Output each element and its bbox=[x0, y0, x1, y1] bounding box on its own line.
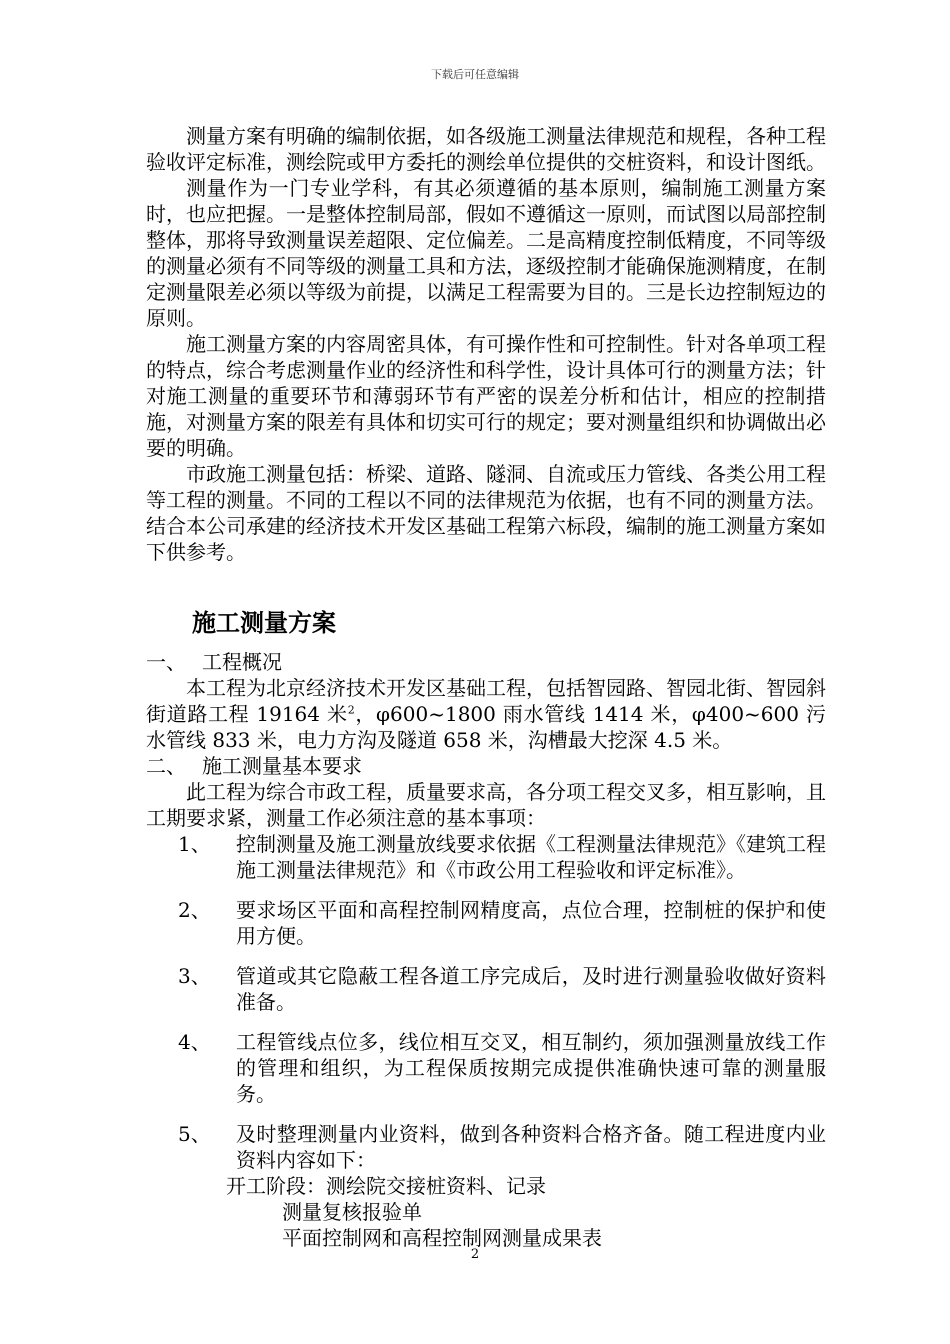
section-1-title: 工程概况 bbox=[202, 650, 282, 674]
list-item-text: 及时整理测量内业资料，做到各种资料合格齐备。随工程进度内业资料内容如下： bbox=[236, 1122, 826, 1172]
page-header: 下载后可任意编辑 bbox=[431, 68, 519, 81]
list-item-number: 5、 bbox=[178, 1122, 211, 1146]
section-2-body: 此工程为综合市政工程，质量要求高，各分项工程交叉多，相互影响，且工期要求紧，测量工作必须注意的基本事项： bbox=[146, 780, 826, 830]
stage-item: 测量复核报验单 bbox=[282, 1200, 422, 1224]
list-item bbox=[146, 963, 826, 1015]
list-item-number: 1、 bbox=[178, 832, 211, 856]
list-item bbox=[146, 897, 826, 949]
intro-paragraph-3: 施工测量方案的内容周密具体，有可操作性和可控制性。针对各单项工程的特点，综合考虑测量作业的经济性和科学性，设计具体可行的测量方法；针对施工测量的重要环节和薄弱环节有严密的误差分析和估计，相应的控制措施，对测量方案的限差有具体和切实可行的规定；要对测量组织和协调做出必要的明确。 bbox=[146, 332, 826, 460]
document-title: 施工测量方案 bbox=[192, 609, 336, 637]
section-2-heading bbox=[146, 753, 826, 779]
list-item-number: 4、 bbox=[178, 1030, 211, 1054]
list-item bbox=[146, 831, 826, 883]
list-item bbox=[146, 1029, 826, 1107]
list-item-text: 管道或其它隐蔽工程各道工序完成后，及时进行测量验收做好资料准备。 bbox=[236, 964, 826, 1014]
intro-paragraph-4: 市政施工测量包括：桥梁、道路、隧洞、自流或压力管线、各类公用工程等工程的测量。不同的工程以不同的法律规范为依据，也有不同的测量方法。结合本公司承建的经济技术开发区基础工程第六标段，编制的施工测量方案如下供参考。 bbox=[146, 462, 826, 564]
list-item-number: 2、 bbox=[178, 898, 211, 922]
section-1-number: 一、 bbox=[146, 650, 186, 674]
superscript-2: 2 bbox=[347, 703, 355, 717]
document-body bbox=[146, 123, 826, 1251]
intro-paragraph-1: 测量方案有明确的编制依据，如各级施工测量法律规范和规程，各种工程验收评定标准，测绘院或甲方委托的测绘单位提供的交桩资料，和设计图纸。 bbox=[146, 124, 826, 174]
stage-item: 平面控制网和高程控制网测量成果表 bbox=[282, 1226, 602, 1250]
list-item-number: 3、 bbox=[178, 964, 211, 988]
list-item-text: 要求场区平面和高程控制网精度高，点位合理，控制桩的保护和使用方便。 bbox=[236, 898, 826, 948]
list-item bbox=[146, 1121, 826, 1173]
page-number: 2 bbox=[470, 1247, 480, 1262]
stage-label: 开工阶段：测绘院交接桩资料、记录 bbox=[226, 1174, 546, 1198]
list-item-text: 控制测量及施工测量放线要求依据《工程测量法律规范》《建筑工程施工测量法律规范》和《市政公用工程验收和评定标准》。 bbox=[236, 832, 826, 882]
section-2-number: 二、 bbox=[146, 754, 186, 778]
list-item-text: 工程管线点位多，线位相互交叉，相互制约，须加强测量放线工作的管理和组织，为工程保质按期完成提供准确快速可靠的测量服务。 bbox=[236, 1030, 826, 1106]
intro-paragraph-2: 测量作为一门专业学科，有其必须遵循的基本原则，编制施工测量方案时，也应把握。一是整体控制局部，假如不遵循这一原则，而试图以局部控制整体，那将导致测量误差超限、定位偏差。二是高精度控制低精度，不同等级的测量必须有不同等级的测量工具和方法，逐级控制才能确保施测精度，在制定测量限差必须以等级为前提，以满足工程需要为目的。三是长边控制短边的原则。 bbox=[146, 176, 826, 330]
section-1-body: 本工程为北京经济技术开发区基础工程，包括智园路、智园北街、智园斜街道路工程 19164 米$^2$，φ600~1800 雨水管线 1414 米，φ400~600 污水管线 833 米，电力方沟及隧道 658 米，沟槽最大挖深 4.5 米。 bbox=[146, 676, 826, 752]
section-2-title: 施工测量基本要求 bbox=[202, 754, 362, 778]
section-1-heading bbox=[146, 649, 826, 675]
